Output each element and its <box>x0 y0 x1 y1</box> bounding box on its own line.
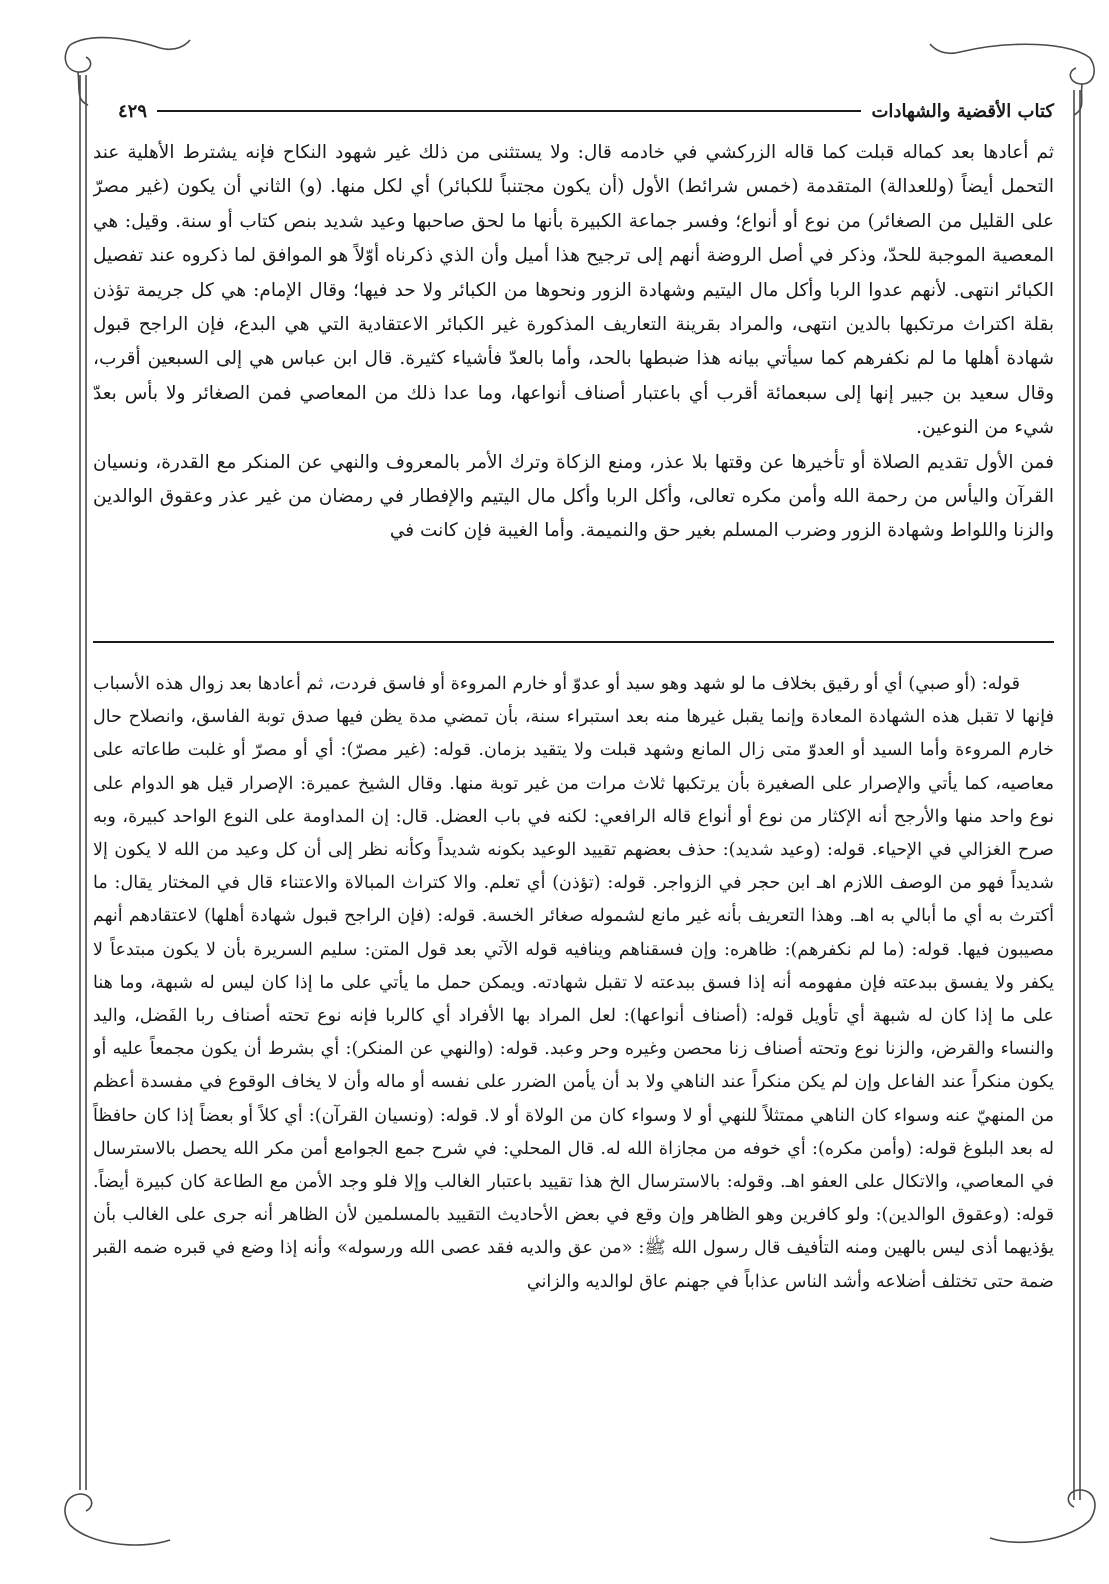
footnote-separator <box>93 641 1054 643</box>
page-number: ٤٢٩ <box>118 100 148 122</box>
main-paragraph-1: ثم أعادها بعد كماله قبلت كما قاله الزركشي في خادمه قال: ولا يستثنى من ذلك غير شهود النكاح فإنه يشترط الأهلية عند التحمل أيضاً (وللعدالة) المتقدمة (خمس شرائط) الأول (أن يكون مجتنباً للكبائر) أي لكل منها. (و) الثاني أن يكون (غير مصرّ على القليل من الصغائر) من نوع أو أنواع؛ وفسر جماعة الكبيرة بأنها ما لحق صاحبها وعيد شديد بنص كتاب أو سنة. وقيل: هي المعصية الموجبة للحدّ، وذكر في أصل الروضة أنهم إلى ترجيح هذا أميل وأن الذي ذكرناه أوّلاً هو الموافق لما ذكروه عند تفصيل الكبائر انتهى. لأنهم عدوا الربا وأكل مال اليتيم وشهادة الزور ونحوها من الكبائر ولا حد فيها؛ وقال الإمام: هي كل جريمة تؤذن بقلة اكتراث مرتكبها بالدين انتهى، والمراد بقرينة التعاريف المذكورة غير الكبائر الاعتقادية التي هي البدع، فإن الراجح قبول شهادة أهلها ما لم نكفرهم كما سيأتي بيانه هذا ضبطها بالحد، وأما بالعدّ فأشياء كثيرة. قال ابن عباس هي إلى السبعين أقرب، وقال سعيد بن جبير إنها إلى سبعمائة أقرب أي باعتبار أصناف أنواعها، وما عدا ذلك من المعاصي فمن الصغائر ولا بأس بعدّ شيء من النوعين. <box>93 142 1054 439</box>
running-header <box>118 95 1054 127</box>
running-title: كتاب الأقضية والشهادات <box>871 100 1054 122</box>
commentary-text <box>93 668 1054 1503</box>
commentary-paragraph-1: قوله: (أو صبي) أي أو رقيق بخلاف ما لو شهد وهو سيد أو عدوّ أو خارم المروءة أو فاسق فردت، ثم أعادها بعد زوال هذه الأسباب فإنها لا تقبل هذه الشهادة المعادة وإنما يقبل غيرها منه بعد استبراء سنة، بأن تمضي مدة يظن فيها صدق توبة الفاسق، وانصلاح حال خارم المروءة وأما السيد أو العدوّ متى زال المانع وشهد قبلت ولا يتقيد بزمان. قوله: (غير مصرّ): أي أو مصرّ أو غلبت طاعاته على معاصيه، كما يأتي والإصرار على الصغيرة بأن يرتكبها ثلاث مرات من غير توبة منها. وقال الشيخ عميرة: الإصرار قيل هو الدوام على نوع واحد منها والأرجح أنه الإكثار من نوع أو أنواع قاله الرافعي: لكنه في باب العضل. قال: إن المداومة على النوع الواحد كبيرة، وبه صرح الغزالي في الإحياء. قوله: (وعيد شديد): حذف بعضهم تقييد الوعيد بكونه شديداً وكأنه نظر إلى أن كل وعيد من الله لا يكون إلا شديداً فهو من الوصف اللازم اهـ ابن حجر في الزواجر. قوله: (تؤذن) أي تعلم. والا كتراث المبالاة والاعتناء قال في المختار يقال: ما أكترث به أي ما أبالي به اهـ. وهذا التعريف بأنه غير مانع لشموله صغائر الخسة. قوله: (فإن الراجح قبول شهادة أهلها) لاعتقادهم أنهم مصيبون فيها. قوله: (ما لم نكفرهم): ظاهره: وإن فسقناهم وينافيه قوله الآتي بعد قول المتن: سليم السريرة بأن لا يكون مبتدعاً لا يكفر ولا يفسق ببدعته فإن مفهومه أنه إذا فسق ببدعته لا تقبل شهادته. ويمكن حمل ما يأتي على ما إذا كان ليس له شبهة، وما هنا على ما إذا كان له شبهة أي تأويل قوله: (أصناف أنواعها): لعل المراد بها الأفراد أي كالربا فإنه نوع تحته أصناف ربا الفَضل، واليد والنساء والقرض، والزنا نوع وتحته أصناف زنا محصن وغيره وحر وعبد. قوله: (والنهي عن المنكر): أي بشرط أن يكون مجمعاً عليه أو يكون منكراً عند الفاعل وإن لم يكن منكراً عند الناهي ولا بد أن يأمن الضرر على نفسه أو ماله وأن لا يخاف الوقوع في مفسدة أعظم من المنهيّ عنه وسواء كان الناهي ممتثلاً للنهي أو لا وسواء كان من الولاة أو لا. قوله: (ونسيان القرآن): أي كلاً أو بعضاً إذا كان حافظاً له بعد البلوغ قوله: (وأمن مكره): أي خوفه من مجازاة الله له. قال المحلي: في شرح جمع الجوامع أمن مكر الله يحصل بالاسترسال في المعاصي، والاتكال على العفو اهـ. وقوله: بالاسترسال الخ هذا تقييد باعتبار الغالب وإلا فلو وجد الأمن مع الطاعة كان كبيرة أيضاً. قوله: (وعقوق الوالدين): ولو كافرين وهو الظاهر وإن وقع في بعض الأحاديث التقييد بالمسلمين لأن الظاهر أنه جرى على الغالب بأن يؤذيهما أذى ليس بالهين ومنه التأفيف قال رسول الله ﷺ: «من عق والديه فقد عصى الله ورسوله» وأنه إذا وضع في قبره ضمه القبر ضمة حتى تختلف أضلاعه وأشد الناس عذاباً في جهنم عاق لوالديه والزاني <box>93 674 1054 1292</box>
main-paragraph-2: فمن الأول تقديم الصلاة أو تأخيرها عن وقتها بلا عذر، ومنع الزكاة وترك الأمر بالمعروف والنهي عن المنكر مع القدرة، ونسيان القرآن واليأس من رحمة الله وأمن مكره تعالى، وأكل الربا وأكل مال اليتيم والإفطار في رمضان من غير عذر وعقوق الوالدين والزنا واللواط وشهادة الزور وضرب المسلم بغير حق والنميمة. وأما الغيبة فإن كانت في <box>93 451 1054 542</box>
main-text <box>93 136 1054 616</box>
header-rule <box>157 110 861 112</box>
